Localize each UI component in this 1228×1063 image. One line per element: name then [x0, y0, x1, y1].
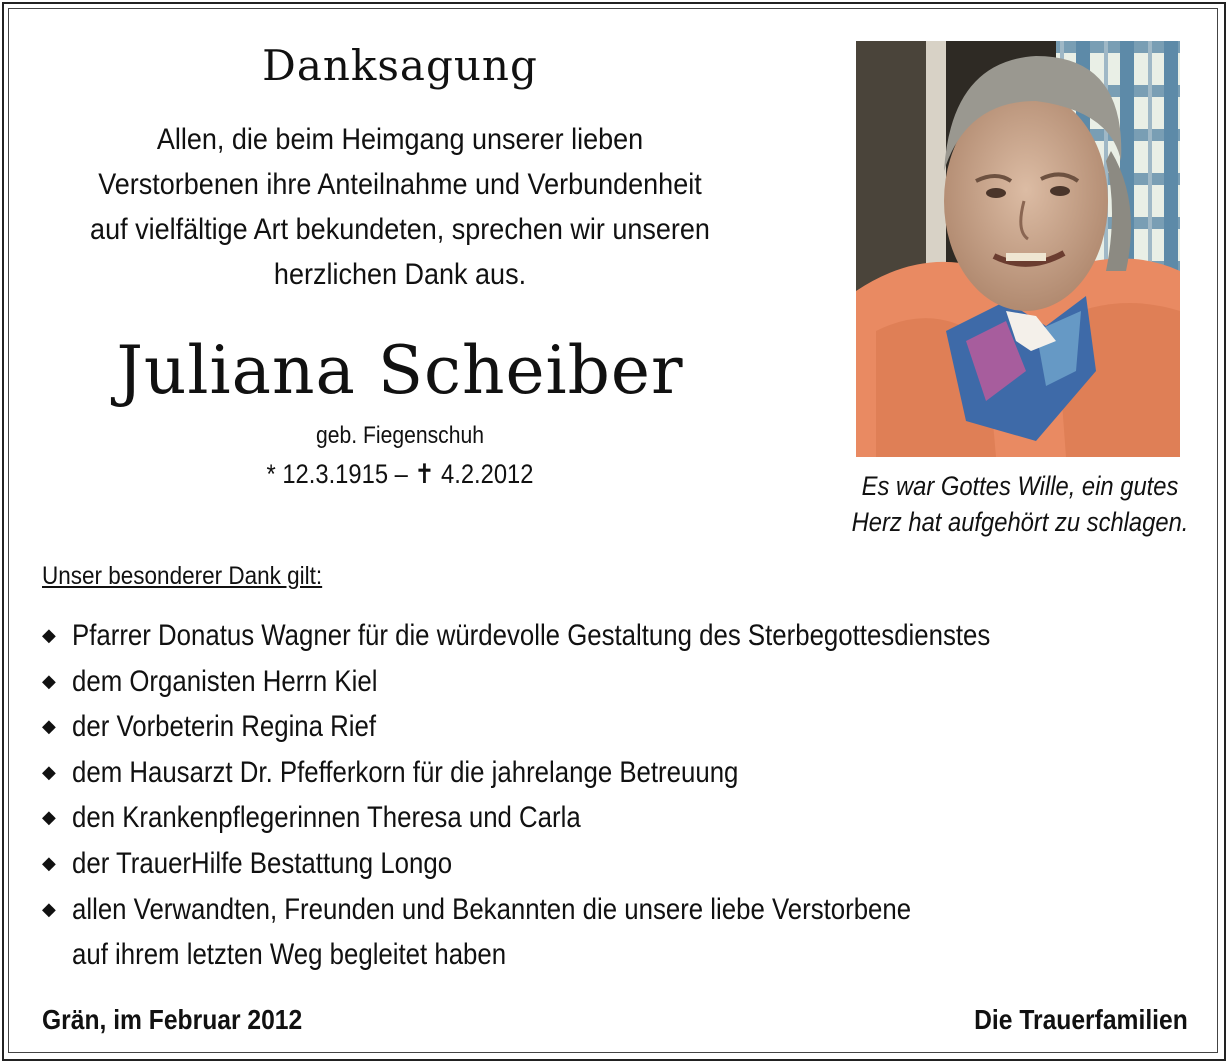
signature: Die Trauerfamilien — [974, 1004, 1188, 1035]
birth-date: * 12.3.1915 – — [266, 459, 408, 489]
notice-heading: Danksagung — [262, 41, 538, 90]
list-item: ◆ allen Verwandten, Freunden und Bekannten die unsere liebe Verstorbene — [42, 887, 1202, 933]
intro-line: herzlichen Dank aus. — [273, 258, 527, 291]
portrait-image — [856, 41, 1180, 457]
list-item: ◆ der Vorbeterin Regina Rief — [42, 704, 1202, 750]
diamond-bullet-icon: ◆ — [42, 761, 56, 783]
diamond-bullet-icon: ◆ — [42, 852, 56, 874]
diamond-bullet-icon: ◆ — [42, 898, 56, 920]
list-item-continuation: auf ihrem letzten Weg begleitet haben — [72, 938, 507, 972]
portrait-photo — [856, 41, 1180, 457]
intro-text — [60, 117, 740, 297]
list-item: ◆ den Krankenpflegerinnen Theresa und Carla — [42, 795, 1202, 841]
diamond-bullet-icon: ◆ — [42, 807, 56, 829]
diamond-bullet-icon: ◆ — [42, 716, 56, 738]
list-item: ◆ dem Organisten Herrn Kiel — [42, 659, 1202, 705]
maiden-name: geb. Fiegenschuh — [316, 422, 484, 449]
list-item: ◆ der TrauerHilfe Bestattung Longo — [42, 841, 1202, 887]
quote-line: Herz hat aufgehört zu schlagen. — [851, 507, 1189, 537]
list-item: ◆ Pfarrer Donatus Wagner für die würdevolle Gestaltung des Sterbegottesdienstes — [42, 613, 1202, 659]
deceased-name: Juliana Scheiber — [116, 332, 684, 409]
quote — [826, 468, 1213, 540]
thanks-heading: Unser besonderer Dank gilt: — [42, 562, 323, 590]
intro-line: auf vielfältige Art bekundeten, sprechen wir unseren — [90, 213, 710, 246]
death-date: 4.2.2012 — [441, 459, 534, 489]
quote-line: Es war Gottes Wille, ein gutes — [861, 471, 1179, 501]
diamond-bullet-icon: ◆ — [42, 625, 56, 646]
diamond-bullet-icon: ◆ — [42, 670, 56, 692]
cross-icon: ✝ — [414, 459, 435, 490]
intro-line: Verstorbenen ihre Anteilnahme und Verbundenheit — [98, 168, 702, 201]
list-item: ◆ dem Hausarzt Dr. Pfefferkorn für die jahrelange Betreuung — [42, 750, 1202, 796]
thanks-list — [42, 613, 1202, 978]
life-dates — [180, 457, 620, 492]
intro-line: Allen, die beim Heimgang unserer lieben — [156, 123, 644, 156]
place-date: Grän, im Februar 2012 — [42, 1004, 303, 1035]
